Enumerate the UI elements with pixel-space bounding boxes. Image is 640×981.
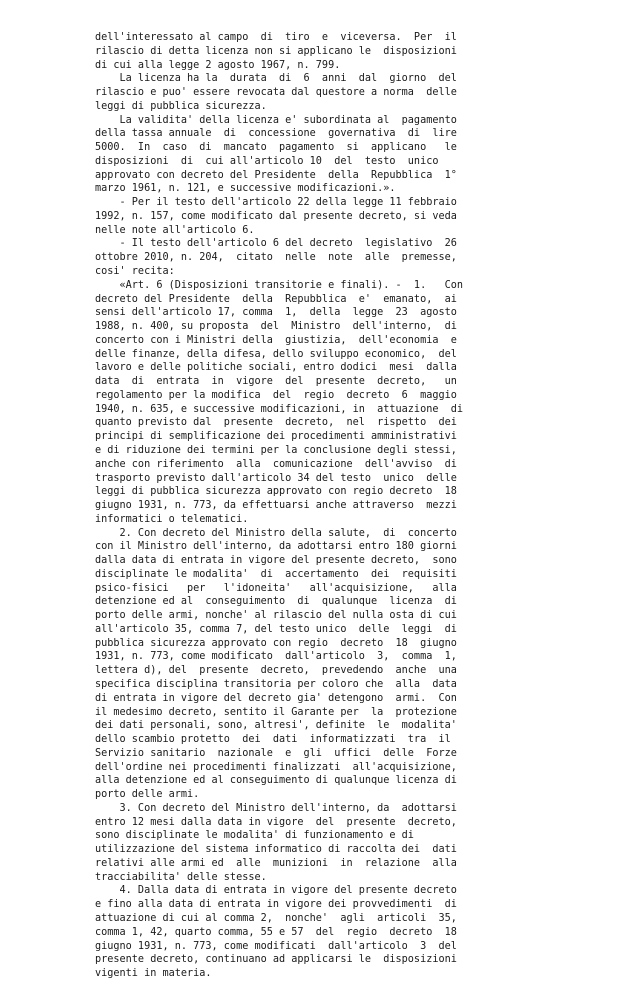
text-line: informatici o telematici.	[95, 513, 249, 525]
text-line: all'articolo 35, comma 7, del testo unico delle leggi di	[95, 623, 457, 635]
text-line: decreto del Presidente della Repubblica e' emanato, ai	[95, 293, 457, 305]
text-line: principi di semplificazione dei procedimenti amministrativi	[95, 431, 457, 443]
text-line: 3. Con decreto del Ministro dell'interno, da adottarsi	[95, 802, 457, 814]
text-line: La licenza ha la durata di 6 anni dal giorno del	[95, 73, 457, 85]
document-page	[95, 31, 625, 981]
text-line: presente decreto, continuano ad applicarsi le disposizioni	[95, 954, 457, 966]
text-line: detenzione ed al conseguimento di qualunque licenza di	[95, 596, 457, 608]
text-line: e di riduzione dei termini per la conclusione degli stessi,	[95, 444, 457, 456]
text-line: La validita' della licenza e' subordinata al pagamento	[95, 114, 457, 126]
text-line: il medesimo decreto, sentito il Garante per la protezione	[95, 706, 457, 718]
text-line: relativi alle armi ed alle munizioni in relazione alla	[95, 857, 457, 869]
text-line: della tassa annuale di concessione governativa di lire	[95, 128, 457, 140]
text-line: data di entrata in vigore del presente decreto, un	[95, 376, 457, 388]
text-line: comma 1, 42, quarto comma, 55 e 57 del regio decreto 18	[95, 926, 457, 938]
text-line: disposizioni di cui all'articolo 10 del testo unico	[95, 155, 439, 167]
text-line: e fino alla data di entrata in vigore dei provvedimenti di	[95, 899, 457, 911]
text-line: - Per il testo dell'articolo 22 della legge 11 febbraio	[95, 197, 457, 209]
text-line: dell'interessato al campo di tiro e viceversa. Per il	[95, 32, 457, 43]
text-line: con il Ministro dell'interno, da adottarsi entro 180 giorni	[95, 541, 457, 553]
text-line: 1992, n. 157, come modificato dal presente decreto, si veda	[95, 210, 457, 222]
text-line: 1988, n. 400, su proposta del Ministro dell'interno, di	[95, 321, 457, 333]
text-line: tracciabilita' delle stesse.	[95, 871, 267, 883]
text-line: 1940, n. 635, e successive modificazioni, in attuazione di	[95, 403, 464, 415]
text-line: di cui alla legge 2 agosto 1967, n. 799.	[95, 59, 341, 71]
text-line: 5000. In caso di mancato pagamento si applicano le	[95, 142, 457, 154]
text-line: concerto con i Ministri della giustizia, dell'economia e	[95, 334, 457, 346]
text-line: regolamento per la modifica del regio decreto 6 maggio	[95, 389, 457, 401]
text-line: entro 12 mesi dalla data in vigore del presente decreto,	[95, 816, 457, 828]
text-line: utilizzazione del sistema informatico di raccolta dei dati	[95, 844, 457, 856]
text-line: vigenti in materia.	[95, 968, 212, 980]
text-line: trasporto previsto dall'articolo 34 del testo unico delle	[95, 472, 457, 484]
text-line: leggi di pubblica sicurezza approvato con regio decreto 18	[95, 486, 457, 498]
text-line: nelle note all'articolo 6.	[95, 224, 255, 236]
text-line: dalla data di entrata in vigore del presente decreto, sono	[95, 555, 457, 567]
text-line: ottobre 2010, n. 204, citato nelle note alle premesse,	[95, 252, 457, 264]
text-line: approvato con decreto del Presidente della Repubblica 1°	[95, 169, 457, 181]
text-line: lettera d), del presente decreto, prevedendo anche una	[95, 665, 457, 677]
text-line: disciplinate le modalita' di accertamento dei requisiti	[95, 568, 457, 580]
text-line: marzo 1961, n. 121, e successive modificazioni.».	[95, 183, 396, 195]
text-line: leggi di pubblica sicurezza.	[95, 100, 267, 112]
text-line: delle finanze, della difesa, dello sviluppo economico, del	[95, 348, 457, 360]
text-line: cosi' recita:	[95, 266, 175, 278]
text-line: specifica disciplina transitoria per coloro che alla data	[95, 678, 457, 690]
text-line: 1931, n. 773, come modificato dall'articolo 3, comma 1,	[95, 651, 457, 663]
text-line: porto delle armi, nonche' al rilascio del nulla osta di cui	[95, 610, 457, 622]
text-line: giugno 1931, n. 773, da effettuarsi anche attraverso mezzi	[95, 500, 457, 512]
text-line: porto delle armi.	[95, 789, 200, 801]
text-line: sensi dell'articolo 17, comma 1, della legge 23 agosto	[95, 307, 457, 319]
text-line: attuazione di cui al comma 2, nonche' agli articoli 35,	[95, 913, 457, 924]
text-line: anche con riferimento alla comunicazione dell'avviso di	[95, 458, 457, 470]
text-line: quanto previsto dal presente decreto, nel rispetto dei	[95, 417, 457, 429]
text-line: Servizio sanitario nazionale e gli uffici delle Forze	[95, 747, 457, 759]
text-line: dei dati personali, sono, altresi', definite le modalita'	[95, 720, 457, 732]
text-line: sono disciplinate le modalita' di funzionamento e di	[95, 830, 414, 842]
text-line: 4. Dalla data di entrata in vigore del presente decreto	[95, 885, 457, 897]
text-line: rilascio e puo' essere revocata dal questore a norma delle	[95, 87, 457, 99]
text-line: dell'ordine nei procedimenti finalizzati all'acquisizione,	[95, 761, 457, 773]
document-body	[95, 31, 625, 981]
text-line: psico-fisici per l'idoneita' all'acquisizione, alla	[95, 582, 457, 594]
text-line: 2. Con decreto del Ministro della salute, di concerto	[95, 527, 457, 539]
text-line: giugno 1931, n. 773, come modificati dall'articolo 3 del	[95, 940, 457, 952]
text-line: lavoro e delle politiche sociali, entro dodici mesi dalla	[95, 362, 457, 374]
text-line: pubblica sicurezza approvato con regio decreto 18 giugno	[95, 637, 457, 649]
text-line: dello scambio protetto dei dati informatizzati tra il	[95, 734, 451, 746]
text-line: alla detenzione ed al conseguimento di qualunque licenza di	[95, 775, 457, 787]
text-line: «Art. 6 (Disposizioni transitorie e finali). - 1. Con	[95, 279, 464, 291]
text-line: rilascio di detta licenza non si applicano le disposizioni	[95, 45, 457, 57]
text-line: di entrata in vigore del decreto gia' detengono armi. Con	[95, 692, 457, 704]
text-line: - Il testo dell'articolo 6 del decreto legislativo 26	[95, 238, 457, 250]
